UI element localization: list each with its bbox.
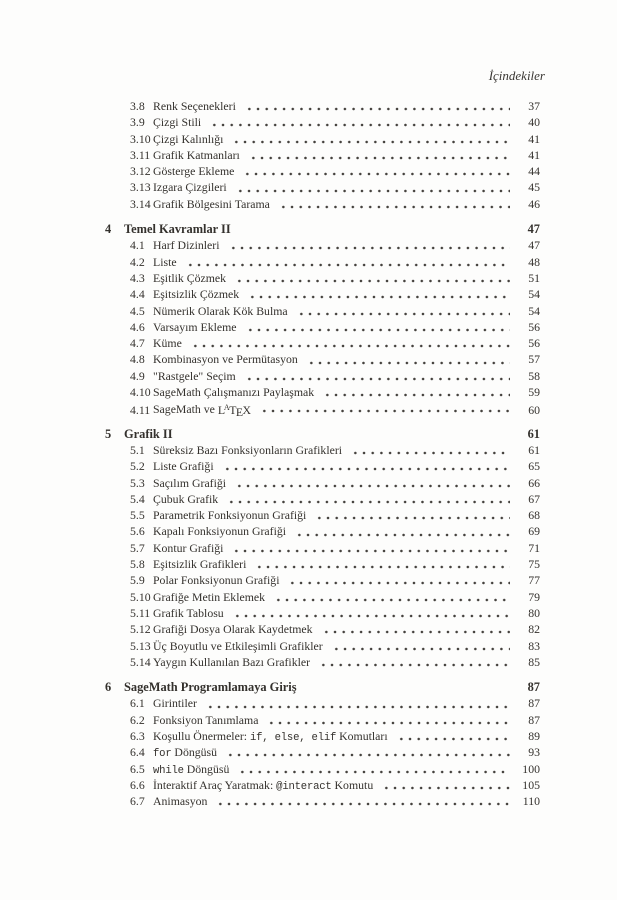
entry-number: 4.10 xyxy=(130,385,151,400)
dot-leader xyxy=(313,507,510,523)
entry-title xyxy=(153,491,218,507)
entry-page-number: 54 xyxy=(528,303,540,318)
toc-entry-row xyxy=(105,523,540,539)
entry-page-number: 57 xyxy=(528,352,540,367)
dot-leader xyxy=(317,654,510,670)
toc-entry-row xyxy=(105,319,540,335)
toc-entry-row xyxy=(105,286,540,302)
entry-text: Döngüsü xyxy=(171,745,218,760)
dot-leader xyxy=(224,744,510,760)
entry-number: 6.4 xyxy=(130,745,145,760)
entry-page-number: 37 xyxy=(528,99,540,113)
dot-leader xyxy=(230,540,510,556)
entry-text: Fonksiyon Tanımlama xyxy=(153,712,259,727)
dot-leader xyxy=(246,286,510,302)
entry-number: 3.11 xyxy=(130,147,151,162)
toc-entry-row xyxy=(105,589,540,605)
dot-leader xyxy=(247,147,510,163)
entry-title xyxy=(153,147,240,163)
entry-page-number: 67 xyxy=(528,491,540,506)
dot-leader xyxy=(231,605,510,621)
entry-title xyxy=(153,98,236,114)
toc-entry-row xyxy=(105,237,540,253)
chapter-page-number: 47 xyxy=(527,222,540,237)
entry-page-number: 60 xyxy=(528,402,540,417)
entry-page-number: 75 xyxy=(528,557,540,572)
toc xyxy=(105,98,540,809)
dot-leader xyxy=(233,475,510,491)
entry-page-number: 58 xyxy=(528,368,540,383)
dot-leader xyxy=(227,237,511,253)
toc-chapter-row xyxy=(105,426,540,442)
entry-number: 5.10 xyxy=(130,589,151,604)
chapter-number: 6 xyxy=(105,680,112,695)
entry-number: 5.9 xyxy=(130,573,145,588)
entry-text: Renk Seçenekleri xyxy=(153,99,236,113)
entry-text: Animasyon xyxy=(153,794,208,809)
entry-number: 5.12 xyxy=(130,622,151,637)
entry-page-number: 61 xyxy=(528,442,540,457)
entry-number: 5.11 xyxy=(130,605,151,620)
entry-page-number: 68 xyxy=(528,508,540,523)
dot-leader xyxy=(258,400,510,416)
entry-page-number: 87 xyxy=(528,696,540,711)
entry-title xyxy=(153,196,270,212)
entry-text: Eşitsizlik Çözmek xyxy=(153,287,240,302)
toc-chapter-row xyxy=(105,221,540,237)
entry-text: Nümerik Olarak Kök Bulma xyxy=(153,303,288,318)
entry-page-number: 41 xyxy=(528,131,540,146)
entry-number: 6.6 xyxy=(130,777,145,792)
entry-text: Grafik Bölgesini Tarama xyxy=(153,196,270,211)
entry-number: 4.4 xyxy=(130,287,145,302)
entry-number: 5.7 xyxy=(130,540,145,555)
entry-text: "Rastgele" Seçim xyxy=(153,368,236,383)
entry-text: SageMath Çalışmanızı Paylaşmak xyxy=(153,385,315,400)
toc-entry-row xyxy=(105,114,540,130)
latex-logo xyxy=(218,403,251,417)
entry-text: Saçılım Grafiği xyxy=(153,475,227,490)
entry-text: Grafiğe Metin Eklemek xyxy=(153,589,266,604)
entry-number: 3.14 xyxy=(130,196,151,211)
dot-leader xyxy=(321,384,510,400)
dot-leader xyxy=(380,777,510,793)
toc-entry-row xyxy=(105,572,540,588)
entry-number: 5.14 xyxy=(130,654,151,669)
entry-number: 6.3 xyxy=(130,728,145,743)
entry-title xyxy=(153,319,237,335)
entry-number: 6.5 xyxy=(130,761,145,776)
entry-title xyxy=(153,507,306,523)
latex-letter: X xyxy=(242,402,251,417)
dot-leader xyxy=(293,523,510,539)
dot-leader xyxy=(243,98,510,114)
entry-title xyxy=(153,523,286,539)
dot-leader xyxy=(244,319,510,335)
entry-text: Çizgi Stili xyxy=(153,115,202,130)
toc-chapter-row xyxy=(105,679,540,695)
toc-entry-row xyxy=(105,254,540,270)
entry-page-number: 54 xyxy=(528,287,540,302)
toc-entry-row xyxy=(105,351,540,367)
chapter-number: 4 xyxy=(105,222,112,237)
toc-entry-row xyxy=(105,147,540,163)
entry-number: 5.5 xyxy=(130,508,145,523)
running-header xyxy=(105,68,545,84)
entry-title xyxy=(153,163,234,179)
entry-number: 4.5 xyxy=(130,303,145,318)
chapter-title: Temel Kavramlar II xyxy=(124,222,231,237)
entry-title xyxy=(153,712,258,728)
entry-text: Girintiler xyxy=(153,696,197,711)
entry-title xyxy=(153,384,314,400)
entry-title xyxy=(153,237,220,253)
running-header-title: İçindekiler xyxy=(488,68,545,83)
latex-letter: E xyxy=(235,404,244,419)
entry-page-number: 83 xyxy=(528,638,540,653)
entry-page-number: 46 xyxy=(528,196,540,211)
entry-number: 4.11 xyxy=(130,402,151,417)
entry-text: Komutu xyxy=(331,777,374,792)
entry-number: 5.1 xyxy=(130,442,145,457)
toc-entry-row xyxy=(105,442,540,458)
chapter-title: Grafik II xyxy=(124,426,173,441)
entry-text: Çubuk Grafik xyxy=(153,491,219,506)
toc-entry-row xyxy=(105,777,540,793)
entry-text: Grafiği Dosya Olarak Kaydetmek xyxy=(153,622,313,637)
entry-text: Varsayım Ekleme xyxy=(153,319,237,334)
dot-leader xyxy=(320,621,510,637)
entry-number: 4.8 xyxy=(130,352,145,367)
dot-leader xyxy=(277,196,510,212)
entry-title xyxy=(153,475,226,491)
entry-number: 5.8 xyxy=(130,557,145,572)
entry-text: Yaygın Kullanılan Bazı Grafikler xyxy=(153,654,311,669)
entry-page-number: 51 xyxy=(528,270,540,285)
entry-page-number: 71 xyxy=(528,540,540,555)
entry-number: 3.10 xyxy=(130,131,151,146)
toc-entry-row xyxy=(105,744,540,760)
dot-leader xyxy=(272,589,510,605)
dot-leader xyxy=(295,303,510,319)
entry-title xyxy=(153,540,223,556)
dot-leader xyxy=(221,458,510,474)
entry-number: 3.13 xyxy=(130,180,151,195)
entry-title xyxy=(153,458,214,474)
entry-page-number: 100 xyxy=(522,761,540,776)
entry-title xyxy=(153,589,265,605)
entry-text: Kombinasyon ve Permütasyon xyxy=(153,352,298,367)
dot-leader xyxy=(189,335,510,351)
entry-text: Çizgi Kalınlığı xyxy=(153,131,224,146)
dot-leader xyxy=(286,572,510,588)
entry-text: Eşitlik Çözmek xyxy=(153,270,227,285)
entry-text: Grafik Tablosu xyxy=(153,605,224,620)
entry-number: 5.6 xyxy=(130,524,145,539)
entry-text: Harf Dizinleri xyxy=(153,238,220,253)
toc-entry-row xyxy=(105,638,540,654)
entry-number: 5.2 xyxy=(130,459,145,474)
toc-entry-row xyxy=(105,384,540,400)
toc-entry-row xyxy=(105,712,540,728)
entry-code-text: while xyxy=(153,764,184,777)
toc-entry-row xyxy=(105,695,540,711)
toc-entry-row xyxy=(105,540,540,556)
dot-leader xyxy=(265,712,510,728)
entry-number: 4.6 xyxy=(130,319,145,334)
entry-page-number: 66 xyxy=(528,475,540,490)
chapter-number: 5 xyxy=(105,426,112,441)
entry-title xyxy=(153,572,279,588)
entry-text: Polar Fonksiyonun Grafiği xyxy=(153,573,280,588)
entry-text: Kapalı Fonksiyonun Grafiği xyxy=(153,524,287,539)
entry-title xyxy=(153,638,323,654)
dot-leader xyxy=(330,638,510,654)
entry-page-number: 87 xyxy=(528,712,540,727)
toc-entry-row xyxy=(105,654,540,670)
entry-page-number: 77 xyxy=(528,573,540,588)
toc-entry-row xyxy=(105,270,540,286)
dot-leader xyxy=(349,442,510,458)
chapter-page-number: 87 xyxy=(527,680,540,695)
entry-text: Üç Boyutlu ve Etkileşimli Grafikler xyxy=(153,638,323,653)
latex-letter: L xyxy=(217,402,226,417)
dot-leader xyxy=(225,491,510,507)
entry-title xyxy=(153,254,177,270)
entry-number: 3.8 xyxy=(130,99,145,113)
toc-entry-row xyxy=(105,793,540,809)
toc-entry-row xyxy=(105,335,540,351)
toc-entry-row xyxy=(105,196,540,212)
toc-entry-row xyxy=(105,605,540,621)
entry-page-number: 82 xyxy=(528,622,540,637)
entry-title xyxy=(153,131,223,147)
entry-text: Izgara Çizgileri xyxy=(153,180,227,195)
toc-entry-row xyxy=(105,131,540,147)
entry-page-number: 41 xyxy=(528,147,540,162)
entry-number: 6.7 xyxy=(130,794,145,809)
entry-code-text: for xyxy=(153,748,172,761)
entry-page-number: 59 xyxy=(528,385,540,400)
entry-text: Eşitsizlik Grafikleri xyxy=(153,557,247,572)
toc-entry-row xyxy=(105,728,540,744)
toc-entry-row xyxy=(105,761,540,777)
entry-title xyxy=(153,621,313,637)
dot-leader xyxy=(214,793,510,809)
dot-leader xyxy=(241,163,510,179)
entry-title xyxy=(153,351,298,367)
entry-title xyxy=(153,605,224,621)
entry-title xyxy=(153,286,239,302)
entry-text: Parametrik Fonksiyonun Grafiği xyxy=(153,508,307,523)
entry-page-number: 93 xyxy=(528,745,540,760)
entry-title xyxy=(153,179,227,195)
dot-leader xyxy=(208,114,510,130)
entry-number: 5.4 xyxy=(130,491,145,506)
entry-number: 4.1 xyxy=(130,238,145,253)
entry-text: Küme xyxy=(153,336,182,351)
entry-code-text: if, else, elif xyxy=(249,731,337,744)
entry-page-number: 89 xyxy=(528,728,540,743)
entry-text: Komutları xyxy=(336,728,388,743)
dot-leader xyxy=(305,351,510,367)
entry-page-number: 110 xyxy=(522,794,540,809)
entry-number: 3.12 xyxy=(130,164,151,179)
entry-text: Liste xyxy=(153,254,177,269)
entry-page-number: 69 xyxy=(528,524,540,539)
entry-page-number: 56 xyxy=(528,319,540,334)
entry-title xyxy=(153,335,182,351)
entry-number: 5.13 xyxy=(130,638,151,653)
entry-text: Grafik Katmanları xyxy=(153,147,240,162)
entry-title xyxy=(153,556,246,572)
dot-leader xyxy=(230,131,510,147)
entry-title xyxy=(153,303,288,319)
entry-text: Süreksiz Bazı Fonksiyonların Grafikleri xyxy=(153,442,343,457)
entry-code-text: @interact xyxy=(276,780,332,793)
latex-letter: T xyxy=(229,402,237,417)
toc-entry-row xyxy=(105,303,540,319)
entry-number: 4.7 xyxy=(130,336,145,351)
toc-entry-row xyxy=(105,368,540,384)
toc-entry-row xyxy=(105,458,540,474)
toc-entry-row xyxy=(105,556,540,572)
entry-number: 4.9 xyxy=(130,368,145,383)
entry-title xyxy=(153,368,236,384)
entry-page-number: 56 xyxy=(528,336,540,351)
entry-title xyxy=(153,442,342,458)
chapter-page-number: 61 xyxy=(527,426,540,441)
entry-number: 3.9 xyxy=(130,115,145,130)
dot-leader xyxy=(234,179,510,195)
entry-page-number: 44 xyxy=(528,164,540,179)
entry-title xyxy=(153,695,197,711)
entry-text: Döngüsü xyxy=(183,761,230,776)
entry-number: 4.3 xyxy=(130,270,145,285)
entry-number: 5.3 xyxy=(130,475,145,490)
dot-leader xyxy=(253,556,510,572)
entry-title xyxy=(153,654,310,670)
toc-entry-row xyxy=(105,163,540,179)
entry-text: İnteraktif Araç Yaratmak: xyxy=(153,777,277,792)
entry-page-number: 65 xyxy=(528,459,540,474)
dot-leader xyxy=(204,695,510,711)
dot-leader xyxy=(243,368,510,384)
toc-entry-row xyxy=(105,98,540,114)
entry-title xyxy=(153,114,201,130)
dot-leader xyxy=(184,254,510,270)
entry-page-number: 45 xyxy=(528,180,540,195)
toc-entry-row xyxy=(105,400,540,419)
entry-title xyxy=(153,793,207,809)
entry-number: 6.1 xyxy=(130,696,145,711)
entry-text: SageMath ve xyxy=(153,402,218,417)
entry-title xyxy=(153,400,251,420)
chapter-title: SageMath Programlamaya Giriş xyxy=(124,680,297,695)
entry-text: Kontur Grafiği xyxy=(153,540,224,555)
toc-entry-row xyxy=(105,179,540,195)
entry-title xyxy=(153,270,226,286)
toc-entry-row xyxy=(105,491,540,507)
entry-page-number: 105 xyxy=(522,777,540,792)
latex-letter: A xyxy=(223,403,230,413)
entry-page-number: 47 xyxy=(528,238,540,253)
entry-number: 6.2 xyxy=(130,712,145,727)
dot-leader xyxy=(395,728,510,744)
dot-leader xyxy=(236,761,510,777)
entry-number: 4.2 xyxy=(130,254,145,269)
entry-page-number: 79 xyxy=(528,589,540,604)
entry-page-number: 40 xyxy=(528,115,540,130)
entry-text: Liste Grafiği xyxy=(153,459,214,474)
entry-page-number: 80 xyxy=(528,605,540,620)
entry-text: Koşullu Önermeler: xyxy=(153,728,250,743)
toc-entry-row xyxy=(105,475,540,491)
entry-text: Gösterge Ekleme xyxy=(153,164,235,179)
dot-leader xyxy=(233,270,510,286)
entry-page-number: 48 xyxy=(528,254,540,269)
toc-entry-row xyxy=(105,621,540,637)
entry-page-number: 85 xyxy=(528,654,540,669)
toc-entry-row xyxy=(105,507,540,523)
